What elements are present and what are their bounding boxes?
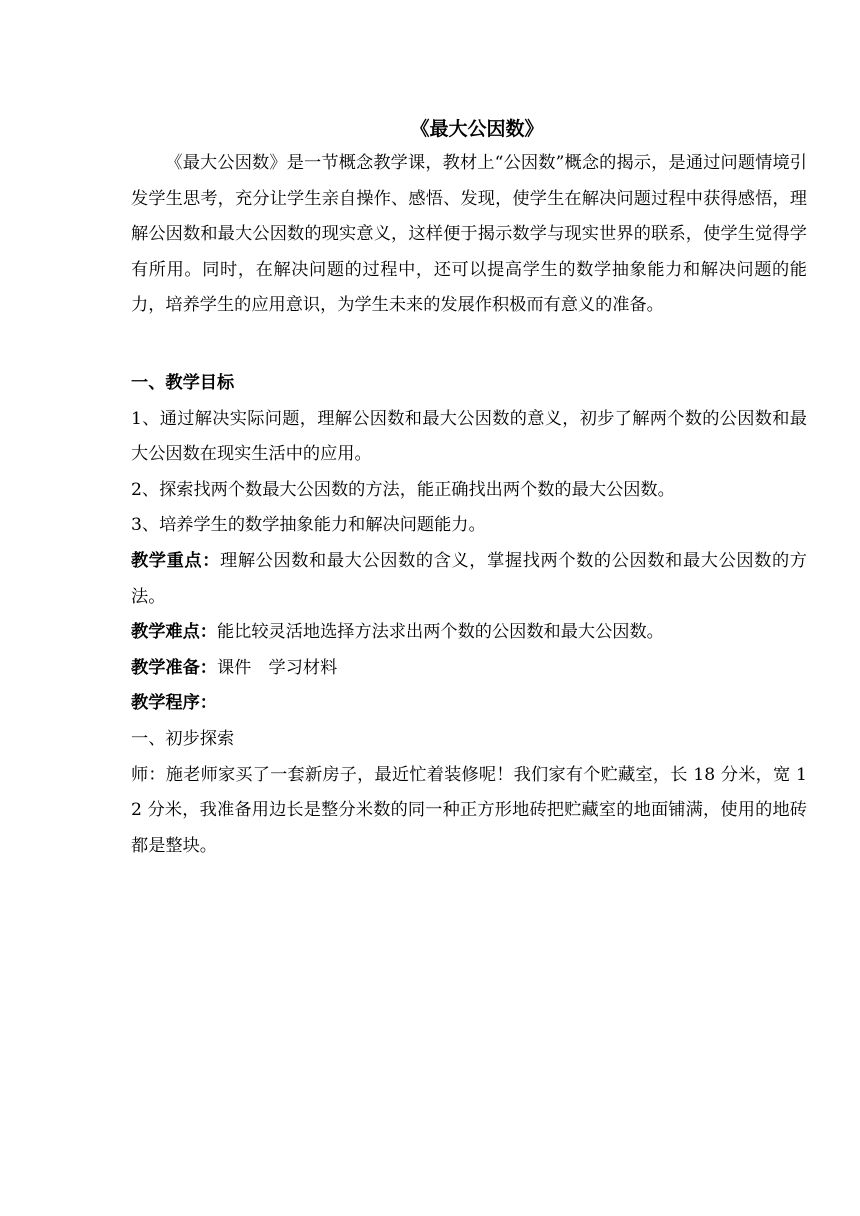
key-point-label: 教学重点： (131, 550, 221, 571)
teacher-paragraph: 师：施老师家买了一套新房子，最近忙着装修呢！我们家有个贮藏室，长 18 分米，宽 12 分米，我准备用边长是整分米数的同一种正方形地砖把贮藏室的地面铺满，使用的地砖都是整块。 (131, 764, 807, 856)
key-point-paragraph (131, 544, 807, 615)
preparation-label: 教学准备： (131, 657, 217, 678)
key-point-text: 理解公因数和最大公因数的含义，掌握找两个数的公因数和最大公因数的方法。 (131, 550, 807, 607)
goal-item-1: 1、通过解决实际问题，理解公因数和最大公因数的意义，初步了解两个数的公因数和最大公因数在现实生活中的应用。 (131, 408, 807, 465)
goal-item-2: 2、探索找两个数最大公因数的方法，能正确找出两个数的最大公因数。 (131, 479, 675, 500)
section-heading-teaching-goals: 一、教学目标 (131, 372, 235, 393)
difficulty-paragraph (131, 615, 807, 651)
preparation-paragraph (131, 651, 807, 687)
procedure-paragraph (131, 686, 807, 722)
document-page (131, 112, 807, 864)
document-title: 《最大公因数》 (410, 118, 544, 140)
difficulty-label: 教学难点： (131, 622, 217, 643)
intro-paragraph: 《最大公因数》是一节概念教学课，教材上“公因数”概念的揭示，是通过问题情境引发学生思考，充分让学生亲自操作、感悟、发现，使学生在解决问题过程中获得感悟，理解公因数和最大公因数的现实意义，这样便于揭示数学与现实世界的联系，使学生觉得学有所用。同时，在解决问题的过程中，还可以提高学生的数学抽象能力和解决问题的能力，培养学生的应用意识，为学生未来的发展作积极而有意义的准备。 (131, 153, 807, 316)
difficulty-text: 能比较灵活地选择方法求出两个数的公因数和最大公因数。 (216, 622, 664, 643)
goal-item-3: 3、培养学生的数学抽象能力和解决问题能力。 (131, 515, 486, 536)
step-heading-initial-exploration: 一、初步探索 (131, 728, 235, 749)
procedure-label: 教学程序： (131, 693, 217, 714)
section-gap (131, 324, 807, 366)
preparation-text: 课件 学习材料 (216, 657, 338, 678)
